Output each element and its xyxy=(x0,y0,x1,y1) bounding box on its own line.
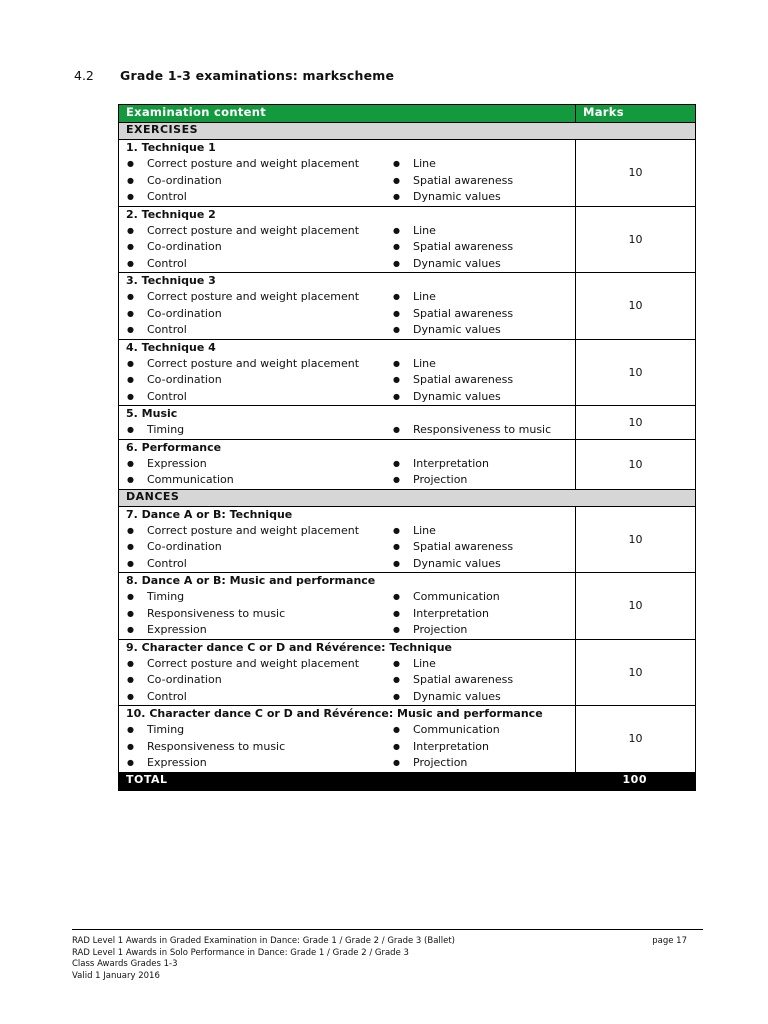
item-title: 1. Technique 1 xyxy=(126,141,216,154)
markscheme-table xyxy=(118,104,696,791)
criteria-left xyxy=(127,523,393,573)
item-title: 9. Character dance C or D and Révérence: Technique xyxy=(126,640,453,654)
criterion: ● Correct posture and weight placement xyxy=(127,656,393,673)
criterion: ● Interpretation xyxy=(393,739,500,756)
criterion: ● Co-ordination xyxy=(127,239,393,256)
table-row xyxy=(119,639,696,706)
criterion: ● Dynamic values xyxy=(393,322,513,339)
marks-cell: 10 xyxy=(576,639,696,706)
criterion: ● Dynamic values xyxy=(393,189,513,206)
content-cell xyxy=(119,206,576,273)
criterion: ● Control xyxy=(127,256,393,273)
criterion: ● Line xyxy=(393,523,513,540)
criterion: ● Dynamic values xyxy=(393,556,513,573)
criteria-list xyxy=(119,656,575,706)
footer xyxy=(72,936,689,982)
marks-cell: 10 xyxy=(576,439,696,489)
criteria-list xyxy=(119,356,575,406)
criteria-left xyxy=(127,422,393,439)
criterion: ● Timing xyxy=(127,722,393,739)
criteria-right xyxy=(393,456,489,489)
header-marks: Marks xyxy=(576,105,696,123)
marks-cell: 10 xyxy=(576,273,696,340)
item-title: 3. Technique 3 xyxy=(126,274,216,287)
marks-cell: 10 xyxy=(576,140,696,207)
criterion: ● Line xyxy=(393,156,513,173)
marks-cell: 10 xyxy=(576,339,696,406)
criterion: ● Line xyxy=(393,289,513,306)
criterion: ● Correct posture and weight placement xyxy=(127,156,393,173)
criteria-left xyxy=(127,589,393,639)
footer-line: Valid 1 January 2016 xyxy=(72,970,160,981)
item-title: 2. Technique 2 xyxy=(126,207,216,221)
criterion: ● Line xyxy=(393,223,513,240)
criterion: ● Control xyxy=(127,322,393,339)
criteria-right xyxy=(393,422,551,439)
criteria-left xyxy=(127,289,393,339)
table-row xyxy=(119,206,696,273)
criteria-list xyxy=(119,289,575,339)
item-title: 5. Music xyxy=(126,407,178,420)
marks-cell: 10 xyxy=(576,506,696,573)
criteria-right xyxy=(393,156,513,206)
section-heading xyxy=(74,68,394,83)
criteria-right xyxy=(393,589,500,639)
criterion: ● Co-ordination xyxy=(127,672,393,689)
criteria-left xyxy=(127,156,393,206)
criterion: ● Interpretation xyxy=(393,456,489,473)
section-title: Grade 1-3 examinations: markscheme xyxy=(120,68,395,83)
criterion: ● Projection xyxy=(393,622,500,639)
total-value: 100 xyxy=(576,772,696,790)
criterion: ● Timing xyxy=(127,589,393,606)
item-title: 4. Technique 4 xyxy=(126,340,216,354)
criterion: ● Expression xyxy=(127,456,393,473)
criteria-right xyxy=(393,356,513,406)
content-cell xyxy=(119,573,576,640)
footer-line: Class Awards Grades 1-3 xyxy=(72,959,178,969)
table-row xyxy=(119,506,696,573)
criterion: ● Expression xyxy=(127,622,393,639)
criterion: ● Control xyxy=(127,689,393,706)
table-row xyxy=(119,273,696,340)
footer-line: RAD Level 1 Awards in Solo Performance in Dance: Grade 1 / Grade 2 / Grade 3 xyxy=(72,947,409,958)
criterion: ● Responsiveness to music xyxy=(127,739,393,756)
criteria-right xyxy=(393,656,513,706)
criteria-right xyxy=(393,523,513,573)
criterion: ● Correct posture and weight placement xyxy=(127,356,393,373)
criteria-list xyxy=(119,422,575,439)
footer-line: RAD Level 1 Awards in Graded Examination in Dance: Grade 1 / Grade 2 / Grade 3 (Ballet) xyxy=(72,936,455,946)
table-row xyxy=(119,406,696,440)
criterion: ● Spatial awareness xyxy=(393,173,513,190)
content-cell xyxy=(119,439,576,489)
header-content: Examination content xyxy=(119,105,576,123)
criterion: ● Co-ordination xyxy=(127,173,393,190)
criterion: ● Dynamic values xyxy=(393,389,513,406)
criterion: ● Communication xyxy=(393,589,500,606)
section-number: 4.2 xyxy=(74,68,94,83)
criteria-right xyxy=(393,722,500,772)
section-label: DANCES xyxy=(119,489,696,506)
item-title: 8. Dance A or B: Music and performance xyxy=(126,574,376,587)
criteria-list xyxy=(119,722,575,772)
table-row xyxy=(119,439,696,489)
criterion: ● Line xyxy=(393,656,513,673)
criteria-left xyxy=(127,656,393,706)
criterion: ● Correct posture and weight placement xyxy=(127,223,393,240)
criterion: ● Correct posture and weight placement xyxy=(127,523,393,540)
criteria-list xyxy=(119,523,575,573)
marks-cell: 10 xyxy=(576,706,696,773)
criteria-list xyxy=(119,589,575,639)
criteria-left xyxy=(127,456,393,489)
content-cell xyxy=(119,140,576,207)
content-cell xyxy=(119,706,576,773)
item-title: 7. Dance A or B: Technique xyxy=(126,507,293,521)
section-row xyxy=(119,489,696,506)
criterion: ● Control xyxy=(127,389,393,406)
criterion: ● Control xyxy=(127,189,393,206)
criterion: ● Communication xyxy=(127,472,393,489)
marks-cell: 10 xyxy=(576,573,696,640)
criteria-right xyxy=(393,223,513,273)
criterion: ● Correct posture and weight placement xyxy=(127,289,393,306)
criterion: ● Interpretation xyxy=(393,606,500,623)
item-title: 10. Character dance C or D and Révérence: Music and performance xyxy=(126,707,543,720)
table-row xyxy=(119,339,696,406)
total-row xyxy=(119,772,696,790)
footer-rule xyxy=(72,929,703,930)
criterion: ● Line xyxy=(393,356,513,373)
page-number: page 17 xyxy=(652,936,687,946)
criterion: ● Spatial awareness xyxy=(393,672,513,689)
item-title: 6. Performance xyxy=(126,440,222,454)
criterion: ● Co-ordination xyxy=(127,539,393,556)
content-cell xyxy=(119,506,576,573)
criterion: ● Control xyxy=(127,556,393,573)
criterion: ● Spatial awareness xyxy=(393,539,513,556)
criterion: ● Spatial awareness xyxy=(393,239,513,256)
table-row xyxy=(119,573,696,640)
table-header-row xyxy=(119,105,696,123)
table-row xyxy=(119,140,696,207)
criterion: ● Dynamic values xyxy=(393,256,513,273)
criterion: ● Co-ordination xyxy=(127,306,393,323)
criterion: ● Timing xyxy=(127,422,393,439)
content-cell xyxy=(119,273,576,340)
criterion: ● Expression xyxy=(127,755,393,772)
table-row xyxy=(119,706,696,773)
criterion: ● Spatial awareness xyxy=(393,306,513,323)
marks-cell: 10 xyxy=(576,406,696,440)
total-label: TOTAL xyxy=(119,772,576,790)
content-cell xyxy=(119,406,576,440)
content-cell xyxy=(119,339,576,406)
section-row xyxy=(119,123,696,140)
criteria-left xyxy=(127,722,393,772)
criteria-left xyxy=(127,223,393,273)
content-cell xyxy=(119,639,576,706)
criterion: ● Co-ordination xyxy=(127,372,393,389)
criterion: ● Dynamic values xyxy=(393,689,513,706)
criterion: ● Communication xyxy=(393,722,500,739)
criterion: ● Responsiveness to music xyxy=(393,422,551,439)
section-label: EXERCISES xyxy=(119,123,696,140)
criterion: ● Projection xyxy=(393,472,489,489)
criteria-left xyxy=(127,356,393,406)
criteria-list xyxy=(119,456,575,489)
criterion: ● Spatial awareness xyxy=(393,372,513,389)
criterion: ● Responsiveness to music xyxy=(127,606,393,623)
criteria-right xyxy=(393,289,513,339)
criteria-list xyxy=(119,156,575,206)
criteria-list xyxy=(119,223,575,273)
marks-cell: 10 xyxy=(576,206,696,273)
criterion: ● Projection xyxy=(393,755,500,772)
